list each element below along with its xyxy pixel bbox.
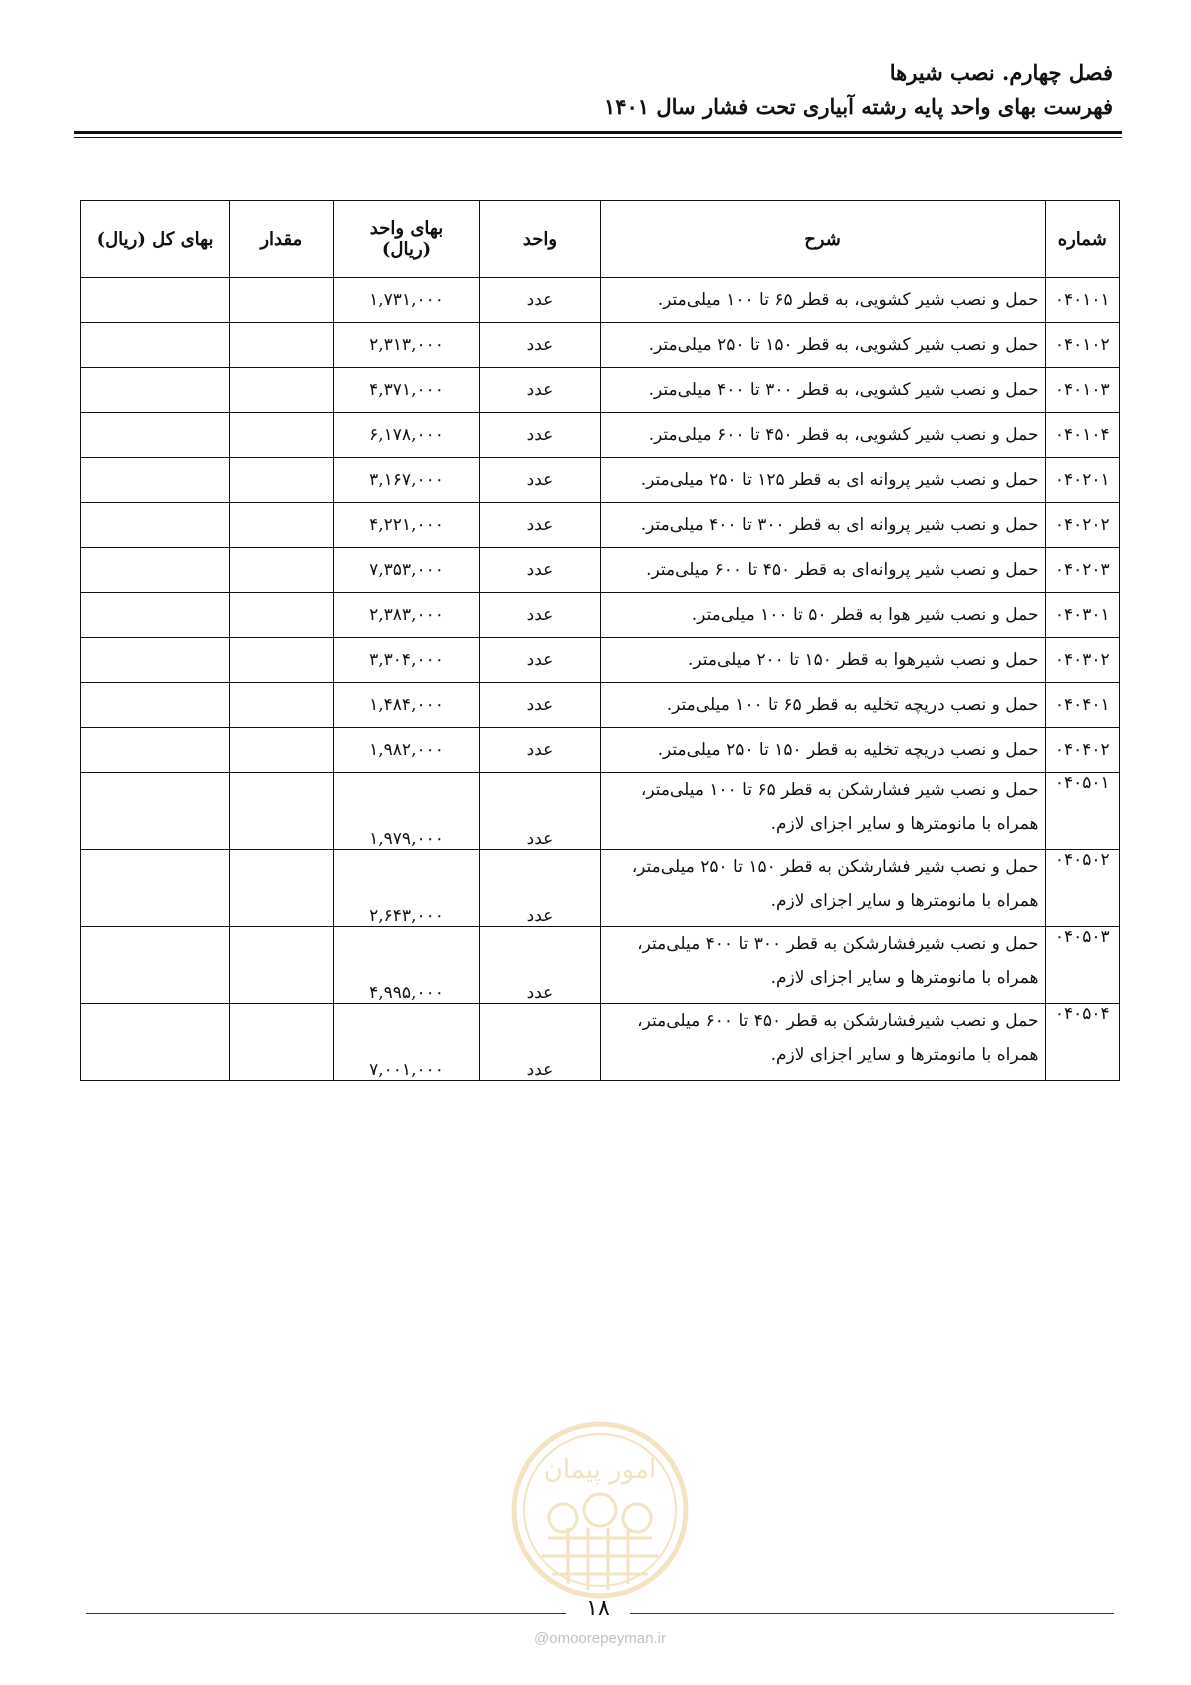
table-row (81, 413, 1120, 458)
row-total (81, 728, 230, 773)
row-description-line1: حمل و نصب شیر کشویی، به قطر ۴۵۰ تا ۶۰۰ میلی‌متر. (648, 425, 1039, 445)
row-quantity (230, 323, 333, 368)
row-description (600, 458, 1045, 503)
header-quantity: مقدار (230, 201, 333, 278)
table-row (81, 278, 1120, 323)
footer-rule-right (630, 1613, 1114, 1614)
row-code: ۰۴۰۱۰۲ (1045, 323, 1120, 368)
row-description (600, 638, 1045, 683)
row-unit-price: ۱,۹۸۲,۰۰۰ (333, 728, 480, 773)
header-number: شماره (1045, 201, 1120, 278)
row-code: ۰۴۰۱۰۳ (1045, 368, 1120, 413)
footer-rule-left (86, 1613, 566, 1614)
seal-watermark (508, 1418, 692, 1602)
row-quantity (230, 278, 333, 323)
row-total (81, 503, 230, 548)
header-unit-price-currency: (ریال) (381, 239, 432, 260)
row-code: ۰۴۰۲۰۳ (1045, 548, 1120, 593)
row-description-line1: حمل و نصب شیر فشارشکن به قطر ۶۵ تا ۱۰۰ میلی‌متر، (640, 780, 1039, 800)
row-total (81, 593, 230, 638)
table-header-row (81, 201, 1120, 278)
row-description (600, 413, 1045, 458)
row-quantity (230, 773, 333, 850)
row-total (81, 773, 230, 850)
table-row (81, 638, 1120, 683)
row-unit: عدد (480, 728, 600, 773)
seal-text: امور پیمان (543, 1455, 657, 1485)
row-quantity (230, 728, 333, 773)
row-unit-price: ۲,۶۴۳,۰۰۰ (333, 850, 480, 927)
row-description (600, 323, 1045, 368)
row-total (81, 458, 230, 503)
row-total (81, 927, 230, 1004)
row-description-line1: حمل و نصب شیر پروانه ای به قطر ۱۲۵ تا ۲۵۰ میلی‌متر. (640, 470, 1039, 490)
row-unit: عدد (480, 1004, 600, 1081)
row-total (81, 683, 230, 728)
page-number: ۱۸ (586, 1596, 610, 1621)
row-description-line1: حمل و نصب شیرفشارشکن به قطر ۴۵۰ تا ۶۰۰ میلی‌متر، (637, 1011, 1039, 1031)
row-description-line1: حمل و نصب شیر پروانه‌ای به قطر ۴۵۰ تا ۶۰۰ میلی‌متر. (646, 560, 1039, 580)
row-unit-price: ۳,۳۰۴,۰۰۰ (333, 638, 480, 683)
row-unit-price: ۷,۰۰۱,۰۰۰ (333, 1004, 480, 1081)
row-code: ۰۴۰۵۰۳ (1045, 927, 1120, 1004)
header-total: بهای کل (ریال) (81, 201, 230, 278)
row-quantity (230, 638, 333, 683)
table-row (81, 683, 1120, 728)
row-unit-price: ۲,۳۱۳,۰۰۰ (333, 323, 480, 368)
row-quantity (230, 413, 333, 458)
row-code: ۰۴۰۳۰۲ (1045, 638, 1120, 683)
row-unit-price: ۱,۴۸۴,۰۰۰ (333, 683, 480, 728)
row-description-line2: همراه با مانومترها و سایر اجزای لازم. (770, 814, 1039, 834)
row-code: ۰۴۰۴۰۲ (1045, 728, 1120, 773)
row-quantity (230, 1004, 333, 1081)
table-row (81, 548, 1120, 593)
row-code: ۰۴۰۱۰۴ (1045, 413, 1120, 458)
row-description-line1: حمل و نصب شیر پروانه ای به قطر ۳۰۰ تا ۴۰۰ میلی‌متر. (640, 515, 1039, 535)
row-code: ۰۴۰۲۰۱ (1045, 458, 1120, 503)
row-unit-price: ۴,۲۲۱,۰۰۰ (333, 503, 480, 548)
row-unit: عدد (480, 927, 600, 1004)
row-quantity (230, 503, 333, 548)
row-unit: عدد (480, 638, 600, 683)
row-quantity (230, 548, 333, 593)
row-unit-price: ۷,۳۵۳,۰۰۰ (333, 548, 480, 593)
row-unit-price: ۴,۹۹۵,۰۰۰ (333, 927, 480, 1004)
row-code: ۰۴۰۳۰۱ (1045, 593, 1120, 638)
row-quantity (230, 458, 333, 503)
row-unit: عدد (480, 413, 600, 458)
row-quantity (230, 683, 333, 728)
row-total (81, 638, 230, 683)
row-total (81, 850, 230, 927)
row-description-line2: همراه با مانومترها و سایر اجزای لازم. (770, 1045, 1039, 1065)
row-description-line1: حمل و نصب شیر هوا به قطر ۵۰ تا ۱۰۰ میلی‌متر. (691, 605, 1039, 625)
document-subtitle: فهرست بهای واحد پایه رشته آبیاری تحت فشار سال ۱۴۰۱ (603, 94, 1113, 119)
row-unit: عدد (480, 548, 600, 593)
row-code: ۰۴۰۱۰۱ (1045, 278, 1120, 323)
row-code: ۰۴۰۴۰۱ (1045, 683, 1120, 728)
row-description (600, 593, 1045, 638)
row-unit-price: ۲,۳۸۳,۰۰۰ (333, 593, 480, 638)
table-row (81, 728, 1120, 773)
row-total (81, 548, 230, 593)
header-description: شرح (600, 201, 1045, 278)
row-description-line1: حمل و نصب شیر کشویی، به قطر ۱۵۰ تا ۲۵۰ میلی‌متر. (648, 335, 1039, 355)
header-rule-thick (74, 131, 1122, 134)
chapter-title: فصل چهارم. نصب شیرها (889, 60, 1113, 85)
row-total (81, 368, 230, 413)
row-description (600, 503, 1045, 548)
row-description-line1: حمل و نصب شیر فشارشکن به قطر ۱۵۰ تا ۲۵۰ میلی‌متر، (631, 857, 1039, 877)
row-description (600, 927, 1045, 1004)
row-unit-price: ۴,۳۷۱,۰۰۰ (333, 368, 480, 413)
row-description (600, 728, 1045, 773)
row-code: ۰۴۰۵۰۱ (1045, 773, 1120, 850)
row-total (81, 1004, 230, 1081)
page-header (73, 56, 1113, 124)
row-quantity (230, 927, 333, 1004)
row-total (81, 278, 230, 323)
row-quantity (230, 368, 333, 413)
row-unit: عدد (480, 458, 600, 503)
row-unit: عدد (480, 773, 600, 850)
table-row (81, 593, 1120, 638)
header-unit: واحد (480, 201, 600, 278)
row-description-line1: حمل و نصب شیرفشارشکن به قطر ۳۰۰ تا ۴۰۰ میلی‌متر، (637, 934, 1039, 954)
price-table (80, 200, 1120, 1081)
row-description (600, 278, 1045, 323)
row-description (600, 683, 1045, 728)
row-unit-price: ۳,۱۶۷,۰۰۰ (333, 458, 480, 503)
row-unit: عدد (480, 278, 600, 323)
row-quantity (230, 593, 333, 638)
row-unit: عدد (480, 593, 600, 638)
row-unit: عدد (480, 850, 600, 927)
row-code: ۰۴۰۵۰۴ (1045, 1004, 1120, 1081)
table-row (81, 503, 1120, 548)
row-description-line1: حمل و نصب شیر کشویی، به قطر ۶۵ تا ۱۰۰ میلی‌متر. (657, 290, 1039, 310)
table-row (81, 927, 1120, 1004)
table-row (81, 368, 1120, 413)
row-description (600, 368, 1045, 413)
website-watermark: @omoorepeyman.ir (534, 1630, 666, 1647)
row-description-line1: حمل و نصب شیرهوا به قطر ۱۵۰ تا ۲۰۰ میلی‌متر. (687, 650, 1039, 670)
row-total (81, 413, 230, 458)
table-row (81, 773, 1120, 850)
row-description-line2: همراه با مانومترها و سایر اجزای لازم. (770, 891, 1039, 911)
table-row (81, 458, 1120, 503)
row-code: ۰۴۰۲۰۲ (1045, 503, 1120, 548)
header-unit-price (333, 201, 480, 278)
row-unit-price: ۱,۷۳۱,۰۰۰ (333, 278, 480, 323)
row-description-line1: حمل و نصب شیر کشویی، به قطر ۳۰۰ تا ۴۰۰ میلی‌متر. (648, 380, 1039, 400)
row-unit-price: ۶,۱۷۸,۰۰۰ (333, 413, 480, 458)
row-unit-price: ۱,۹۷۹,۰۰۰ (333, 773, 480, 850)
header-unit-price-label: بهای واحد (369, 218, 444, 239)
row-description-line2: همراه با مانومترها و سایر اجزای لازم. (770, 968, 1039, 988)
row-unit: عدد (480, 683, 600, 728)
row-description-line1: حمل و نصب دریچه تخلیه به قطر ۱۵۰ تا ۲۵۰ میلی‌متر. (657, 740, 1039, 760)
row-description (600, 850, 1045, 927)
table-row (81, 323, 1120, 368)
row-description (600, 1004, 1045, 1081)
row-description (600, 548, 1045, 593)
row-description (600, 773, 1045, 850)
header-rule-thin (74, 137, 1122, 138)
row-description-line1: حمل و نصب دریچه تخلیه به قطر ۶۵ تا ۱۰۰ میلی‌متر. (666, 695, 1039, 715)
row-quantity (230, 850, 333, 927)
row-total (81, 323, 230, 368)
row-unit: عدد (480, 368, 600, 413)
row-code: ۰۴۰۵۰۲ (1045, 850, 1120, 927)
table-row (81, 1004, 1120, 1081)
row-unit: عدد (480, 503, 600, 548)
table-row (81, 850, 1120, 927)
row-unit: عدد (480, 323, 600, 368)
